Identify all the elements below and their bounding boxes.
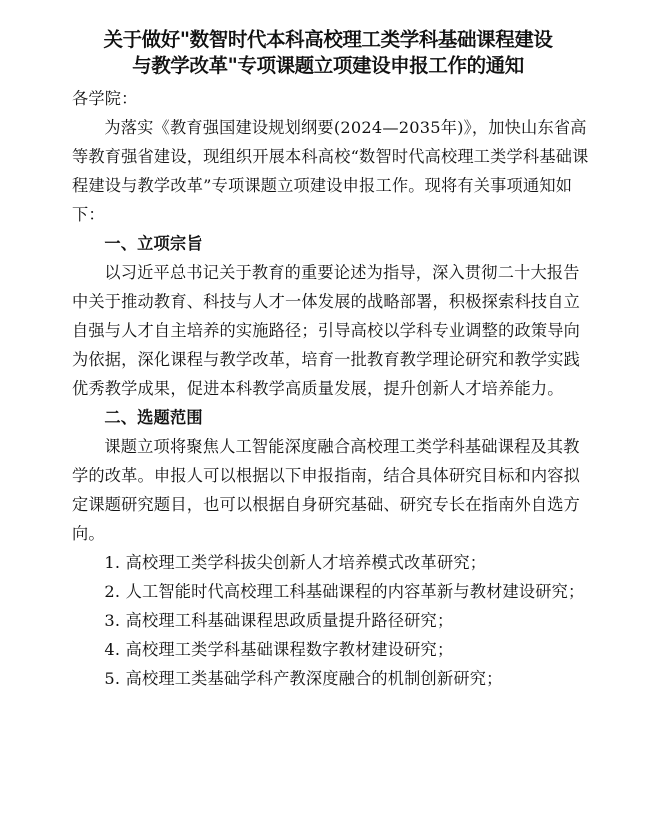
topic-item: 1. 高校理工类学科拔尖创新人才培养模式改革研究； (104, 553, 487, 572)
topic-item: 4. 高校理工类学科基础课程数字教材建设研究； (104, 640, 454, 659)
intro-paragraph: 为落实《教育强国建设规划纲要(2024—2035年)》，加快山东省高等教育强省建设，现组织开展本科高校“数智时代高校理工类学科基础课程建设与教学改革”专项课题立项建设申报工作。现将有关事项通知如下： (72, 118, 589, 224)
document-body (72, 84, 592, 693)
salutation: 各学院： (72, 89, 138, 108)
section1-paragraph: 以习近平总书记关于教育的重要论述为指导，深入贯彻二十大报告中关于推动教育、科技与人才一体发展的战略部署，积极探索科技自立自强与人才自主培养的实施路径；引导高校以学科专业调整的政策导向为依据，深化课程与教学改革，培育一批教育教学理论研究和教学实践优秀教学成果，促进本科教学高质量发展，提升创新人才培养能力。 (72, 263, 581, 398)
document-title-line1: 关于做好"数智时代本科高校理工类学科基础课程建设 (103, 28, 553, 51)
section2-heading: 二、选题范围 (104, 408, 203, 427)
topic-item: 3. 高校理工科基础课程思政质量提升路径研究； (104, 611, 454, 630)
topic-item: 5. 高校理工类基础学科产教深度融合的机制创新研究； (104, 669, 503, 688)
section2-paragraph: 课题立项将聚焦人工智能深度融合高校理工类学科基础课程及其教学的改革。申报人可以根据以下申报指南，结合具体研究目标和内容拟定课题研究题目，也可以根据自身研究基础、研究专长在指南外自选方向。 (72, 437, 581, 543)
section1-heading: 一、立项宗旨 (104, 234, 203, 253)
document-title-line2: 与教学改革"专项课题立项建设申报工作的通知 (132, 54, 524, 77)
topic-item: 2. 人工智能时代高校理工科基础课程的内容革新与教材建设研究； (104, 582, 585, 601)
